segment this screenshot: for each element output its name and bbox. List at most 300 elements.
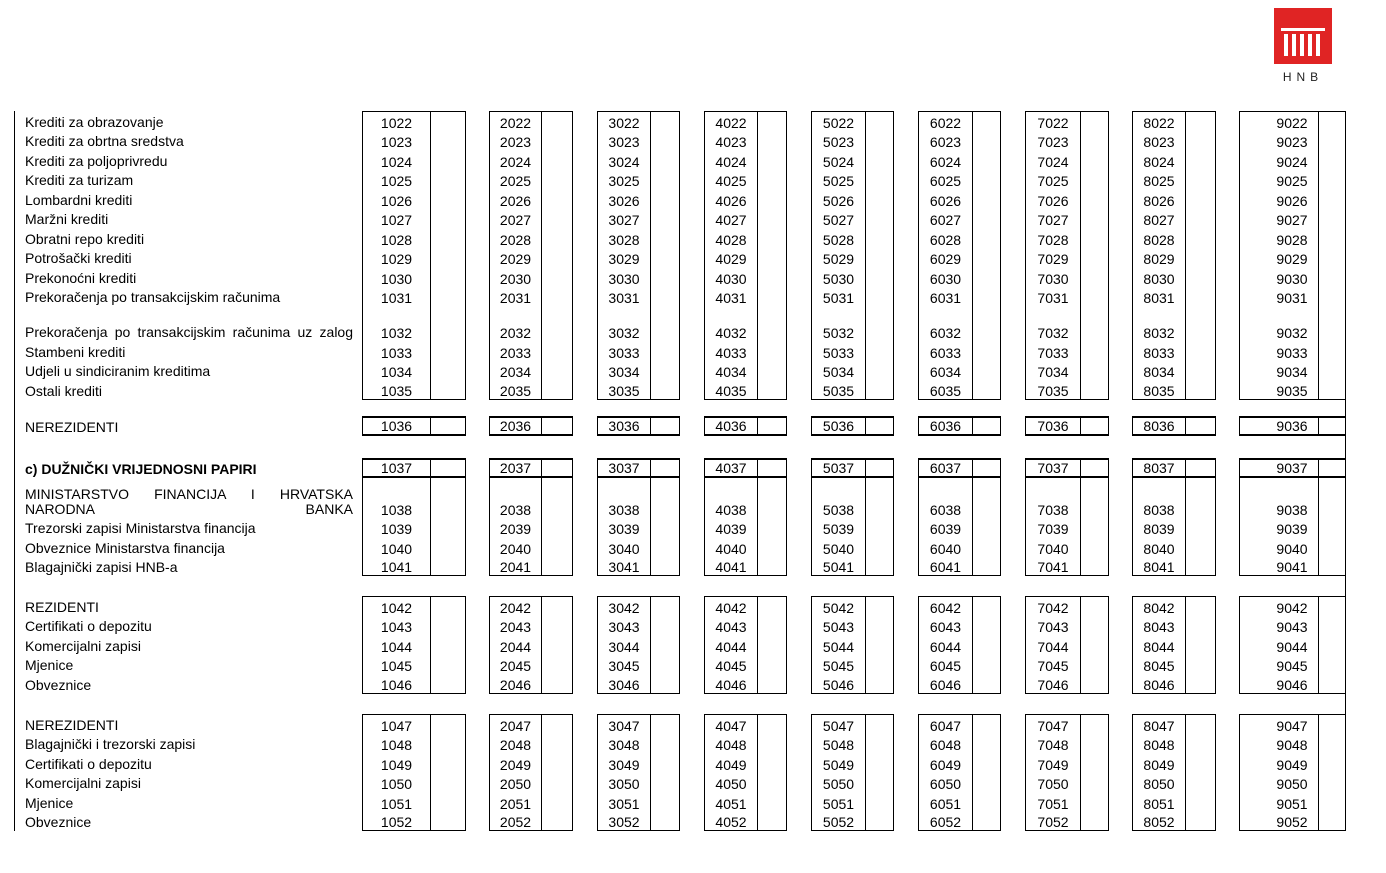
row-label: Lombardni krediti bbox=[25, 191, 133, 208]
code-cell bbox=[704, 209, 787, 229]
code-value: 8023 bbox=[1143, 134, 1175, 150]
code-cell bbox=[1025, 228, 1109, 248]
cell-divider bbox=[865, 248, 866, 268]
code-cell bbox=[811, 557, 894, 577]
cell-divider bbox=[972, 478, 973, 518]
code-value: 9049 bbox=[1276, 756, 1308, 773]
code-cell bbox=[489, 341, 573, 361]
table-row bbox=[0, 267, 1386, 287]
code-value: 4026 bbox=[715, 192, 747, 209]
code-value: 2040 bbox=[499, 540, 532, 557]
code-value: 3033 bbox=[608, 344, 640, 361]
cell-divider bbox=[1080, 170, 1081, 190]
cell-divider bbox=[757, 380, 758, 399]
code-value: 4033 bbox=[715, 344, 747, 361]
cell-divider bbox=[757, 478, 758, 518]
code-cell bbox=[1239, 596, 1346, 616]
code-cell bbox=[1025, 361, 1109, 381]
code-cell bbox=[1025, 596, 1109, 616]
code-value: 5029 bbox=[822, 251, 855, 267]
code-value: 4049 bbox=[715, 756, 747, 773]
row-label: Maržni krediti bbox=[25, 211, 109, 227]
code-cell bbox=[918, 228, 1001, 248]
cell-divider bbox=[430, 635, 431, 655]
code-cell bbox=[918, 416, 1001, 436]
code-value: 8031 bbox=[1143, 290, 1175, 306]
cell-divider bbox=[541, 131, 542, 151]
code-value: 8047 bbox=[1143, 717, 1175, 734]
cell-divider bbox=[865, 655, 866, 675]
code-cell bbox=[362, 228, 466, 248]
row-label: Obveznice bbox=[25, 676, 92, 693]
cell-divider bbox=[1185, 361, 1186, 381]
code-cell bbox=[918, 812, 1001, 832]
code-value: 8039 bbox=[1143, 521, 1175, 537]
code-value: 3034 bbox=[608, 364, 640, 380]
cell-divider bbox=[972, 635, 973, 655]
code-cell bbox=[1239, 150, 1346, 170]
code-cell bbox=[597, 306, 680, 341]
cell-divider bbox=[430, 460, 431, 476]
cell-divider bbox=[972, 209, 973, 229]
code-cell bbox=[704, 416, 787, 436]
table-row bbox=[0, 518, 1386, 538]
cell-divider bbox=[430, 734, 431, 754]
code-value: 6022 bbox=[929, 114, 962, 131]
code-cell bbox=[918, 655, 1001, 675]
code-value: 1049 bbox=[380, 756, 413, 773]
code-value: 5047 bbox=[822, 717, 855, 734]
code-cell bbox=[811, 753, 894, 773]
code-value: 6044 bbox=[929, 638, 962, 655]
code-value: 7038 bbox=[1037, 501, 1069, 518]
code-value: 6024 bbox=[929, 153, 962, 170]
cell-divider bbox=[1080, 655, 1081, 675]
code-cell bbox=[597, 170, 680, 190]
cell-divider bbox=[865, 478, 866, 518]
code-value: 8041 bbox=[1143, 559, 1175, 575]
code-cell bbox=[362, 792, 466, 812]
cell-divider bbox=[757, 773, 758, 793]
code-cell bbox=[918, 557, 1001, 577]
cell-divider bbox=[541, 734, 542, 754]
cell-divider bbox=[1080, 380, 1081, 399]
code-value: 1025 bbox=[380, 173, 413, 189]
code-cell bbox=[1132, 753, 1216, 773]
code-value: 5023 bbox=[822, 134, 855, 150]
code-value: 1042 bbox=[380, 599, 413, 616]
code-value: 7037 bbox=[1037, 459, 1069, 476]
code-value: 5030 bbox=[822, 270, 855, 287]
code-value: 6043 bbox=[929, 619, 962, 635]
row-label: Obveznice Ministarstva financija bbox=[25, 539, 225, 556]
cell-divider bbox=[430, 287, 431, 307]
code-value: 8036 bbox=[1143, 417, 1175, 434]
code-value: 1035 bbox=[380, 382, 413, 399]
table-row bbox=[0, 248, 1386, 268]
code-value: 2049 bbox=[499, 756, 532, 773]
cell-divider bbox=[1318, 597, 1319, 616]
cell-divider bbox=[650, 341, 651, 361]
code-value: 3028 bbox=[608, 231, 640, 248]
code-cell bbox=[811, 812, 894, 832]
cell-divider bbox=[430, 655, 431, 675]
cell-divider bbox=[865, 792, 866, 812]
code-cell bbox=[1025, 714, 1109, 734]
cell-divider bbox=[757, 518, 758, 538]
row-label: Blagajnički i trezorski zapisi bbox=[25, 736, 196, 752]
code-cell bbox=[811, 674, 894, 694]
code-value: 1033 bbox=[380, 344, 413, 361]
cell-divider bbox=[650, 597, 651, 616]
code-value: 7041 bbox=[1037, 559, 1069, 575]
code-cell bbox=[362, 287, 466, 307]
cell-divider bbox=[757, 734, 758, 754]
cell-divider bbox=[757, 597, 758, 616]
code-cell bbox=[1239, 248, 1346, 268]
cell-divider bbox=[865, 734, 866, 754]
code-cell bbox=[811, 150, 894, 170]
code-cell bbox=[704, 557, 787, 577]
code-cell bbox=[704, 111, 787, 131]
cell-divider bbox=[541, 267, 542, 287]
code-value: 4027 bbox=[715, 212, 747, 228]
code-value: 3046 bbox=[608, 676, 640, 693]
cell-divider bbox=[1080, 460, 1081, 476]
cell-divider bbox=[430, 773, 431, 793]
code-value: 7045 bbox=[1037, 658, 1069, 674]
code-cell bbox=[1132, 792, 1216, 812]
code-value: 1052 bbox=[380, 814, 413, 830]
code-cell bbox=[1239, 734, 1346, 754]
code-cell bbox=[489, 267, 573, 287]
code-value: 7026 bbox=[1037, 192, 1069, 209]
code-value: 4037 bbox=[715, 459, 747, 476]
table-row bbox=[0, 228, 1386, 248]
cell-divider bbox=[1185, 380, 1186, 399]
code-cell bbox=[597, 380, 680, 400]
code-cell bbox=[704, 734, 787, 754]
code-cell bbox=[704, 458, 787, 478]
cell-divider bbox=[1318, 341, 1319, 361]
cell-divider bbox=[1080, 674, 1081, 693]
row-label: Udjeli u sindiciranim kreditima bbox=[25, 363, 211, 379]
table-row bbox=[0, 674, 1386, 694]
code-value: 1051 bbox=[380, 795, 413, 812]
code-cell bbox=[1025, 518, 1109, 538]
code-cell bbox=[597, 792, 680, 812]
code-value: 6040 bbox=[929, 540, 962, 557]
code-value: 7049 bbox=[1037, 756, 1069, 773]
code-cell bbox=[362, 616, 466, 636]
cell-divider bbox=[1080, 478, 1081, 518]
code-value: 7044 bbox=[1037, 638, 1069, 655]
code-cell bbox=[811, 616, 894, 636]
table-row bbox=[0, 306, 1386, 341]
code-value: 8037 bbox=[1143, 459, 1175, 476]
code-value: 2042 bbox=[499, 599, 532, 616]
cell-divider bbox=[650, 361, 651, 381]
code-value: 3023 bbox=[608, 134, 640, 150]
code-value: 8049 bbox=[1143, 756, 1175, 773]
cell-divider bbox=[1185, 674, 1186, 693]
code-value: 8033 bbox=[1143, 344, 1175, 361]
code-value: 8052 bbox=[1143, 814, 1175, 830]
code-cell bbox=[918, 674, 1001, 694]
cell-divider bbox=[1185, 792, 1186, 812]
cell-divider bbox=[1318, 267, 1319, 287]
cell-divider bbox=[972, 228, 973, 248]
code-value: 3043 bbox=[608, 619, 640, 635]
code-cell bbox=[1132, 287, 1216, 307]
code-cell bbox=[1132, 341, 1216, 361]
code-value: 3042 bbox=[608, 599, 640, 616]
cell-divider bbox=[865, 341, 866, 361]
code-cell bbox=[1132, 537, 1216, 557]
cell-divider bbox=[865, 267, 866, 287]
code-value: 2041 bbox=[499, 559, 532, 575]
code-value: 8025 bbox=[1143, 173, 1175, 189]
code-value: 1047 bbox=[380, 717, 413, 734]
cell-divider bbox=[650, 170, 651, 190]
row-label: Prekoračenja po transakcijskim računima bbox=[25, 289, 281, 305]
cell-divider bbox=[650, 150, 651, 170]
cell-divider bbox=[757, 674, 758, 693]
code-value: 2047 bbox=[499, 717, 532, 734]
cell-divider bbox=[972, 753, 973, 773]
code-value: 8030 bbox=[1143, 270, 1175, 287]
code-value: 2036 bbox=[499, 417, 532, 434]
code-cell bbox=[1132, 596, 1216, 616]
cell-divider bbox=[865, 597, 866, 616]
code-value: 6052 bbox=[929, 814, 962, 830]
code-value: 9027 bbox=[1276, 212, 1308, 228]
code-cell bbox=[918, 209, 1001, 229]
code-value: 5050 bbox=[822, 776, 855, 792]
code-cell bbox=[362, 458, 466, 478]
cell-divider bbox=[972, 792, 973, 812]
code-value: 6039 bbox=[929, 521, 962, 537]
cell-divider bbox=[650, 812, 651, 831]
cell-divider bbox=[865, 537, 866, 557]
cell-divider bbox=[972, 112, 973, 131]
code-cell bbox=[489, 287, 573, 307]
cell-divider bbox=[757, 248, 758, 268]
code-cell bbox=[362, 267, 466, 287]
cell-divider bbox=[972, 418, 973, 434]
cell-divider bbox=[1318, 361, 1319, 381]
cell-divider bbox=[541, 478, 542, 518]
cell-divider bbox=[430, 674, 431, 693]
row-label: NEREZIDENTI bbox=[25, 716, 119, 733]
cell-divider bbox=[650, 418, 651, 434]
code-cell bbox=[1239, 773, 1346, 793]
code-value: 6037 bbox=[929, 459, 962, 476]
cell-divider bbox=[430, 380, 431, 399]
code-value: 5037 bbox=[822, 459, 855, 476]
cell-divider bbox=[541, 150, 542, 170]
code-value: 6034 bbox=[929, 364, 962, 380]
code-cell bbox=[489, 170, 573, 190]
cell-divider bbox=[1080, 635, 1081, 655]
cell-divider bbox=[972, 170, 973, 190]
code-cell bbox=[1132, 248, 1216, 268]
code-value: 3040 bbox=[608, 540, 640, 557]
cell-divider bbox=[757, 537, 758, 557]
cell-divider bbox=[430, 341, 431, 361]
code-cell bbox=[597, 478, 680, 518]
cell-divider bbox=[541, 616, 542, 636]
cell-divider bbox=[650, 248, 651, 268]
cell-divider bbox=[1185, 478, 1186, 518]
code-cell bbox=[918, 753, 1001, 773]
code-cell bbox=[811, 734, 894, 754]
code-cell bbox=[918, 361, 1001, 381]
code-cell bbox=[918, 341, 1001, 361]
cell-divider bbox=[541, 753, 542, 773]
code-value: 8042 bbox=[1143, 599, 1175, 616]
cell-divider bbox=[1080, 734, 1081, 754]
code-value: 9044 bbox=[1276, 638, 1308, 655]
code-value: 6030 bbox=[929, 270, 962, 287]
code-cell bbox=[1025, 150, 1109, 170]
row-label: Krediti za turizam bbox=[25, 172, 134, 188]
cell-divider bbox=[1080, 773, 1081, 793]
code-value: 6032 bbox=[929, 325, 962, 341]
cell-divider bbox=[541, 189, 542, 209]
code-cell bbox=[489, 773, 573, 793]
code-value: 4039 bbox=[715, 521, 747, 537]
code-cell bbox=[362, 209, 466, 229]
code-cell bbox=[704, 674, 787, 694]
code-cell bbox=[1132, 209, 1216, 229]
code-value: 8024 bbox=[1143, 153, 1175, 170]
code-value: 9025 bbox=[1276, 173, 1308, 189]
cell-divider bbox=[541, 306, 542, 341]
code-value: 8048 bbox=[1143, 737, 1175, 753]
cell-divider bbox=[1318, 248, 1319, 268]
code-cell bbox=[1025, 170, 1109, 190]
code-cell bbox=[1025, 537, 1109, 557]
cell-divider bbox=[650, 674, 651, 693]
code-cell bbox=[1132, 458, 1216, 478]
code-cell bbox=[1239, 518, 1346, 538]
cell-divider bbox=[972, 287, 973, 307]
code-cell bbox=[362, 674, 466, 694]
cell-divider bbox=[650, 773, 651, 793]
cell-divider bbox=[541, 597, 542, 616]
cell-divider bbox=[1318, 537, 1319, 557]
cell-divider bbox=[865, 460, 866, 476]
row-label: Komercijalni zapisi bbox=[25, 637, 141, 654]
cell-divider bbox=[865, 306, 866, 341]
cell-divider bbox=[1318, 734, 1319, 754]
code-value: 8051 bbox=[1143, 795, 1175, 812]
code-cell bbox=[1025, 267, 1109, 287]
code-cell bbox=[1132, 518, 1216, 538]
code-cell bbox=[362, 714, 466, 734]
code-value: 9040 bbox=[1276, 540, 1308, 557]
code-value: 6038 bbox=[929, 501, 962, 518]
cell-divider bbox=[757, 306, 758, 341]
code-value: 3051 bbox=[608, 795, 640, 812]
cell-divider bbox=[1080, 518, 1081, 538]
code-value: 5027 bbox=[822, 212, 855, 228]
code-cell bbox=[918, 773, 1001, 793]
code-value: 6027 bbox=[929, 212, 962, 228]
code-cell bbox=[489, 189, 573, 209]
code-value: 4034 bbox=[715, 364, 747, 380]
code-cell bbox=[489, 306, 573, 341]
code-cell bbox=[704, 189, 787, 209]
cell-divider bbox=[757, 170, 758, 190]
code-cell bbox=[1025, 416, 1109, 436]
code-cell bbox=[811, 189, 894, 209]
code-cell bbox=[1025, 287, 1109, 307]
cell-divider bbox=[430, 518, 431, 538]
code-cell bbox=[918, 248, 1001, 268]
table-row bbox=[0, 596, 1386, 616]
cell-divider bbox=[1185, 150, 1186, 170]
code-value: 8050 bbox=[1143, 776, 1175, 792]
code-cell bbox=[1132, 635, 1216, 655]
cell-divider bbox=[541, 635, 542, 655]
cell-divider bbox=[430, 792, 431, 812]
cell-divider bbox=[430, 361, 431, 381]
code-value: 4024 bbox=[715, 153, 747, 170]
table-row bbox=[0, 812, 1386, 832]
code-value: 1022 bbox=[380, 114, 413, 131]
code-value: 9026 bbox=[1276, 192, 1308, 209]
code-value: 6045 bbox=[929, 658, 962, 674]
cell-divider bbox=[1080, 753, 1081, 773]
code-value: 9023 bbox=[1276, 134, 1308, 150]
code-cell bbox=[811, 380, 894, 400]
cell-divider bbox=[865, 189, 866, 209]
cell-divider bbox=[1318, 557, 1319, 576]
code-value: 7029 bbox=[1037, 251, 1069, 267]
code-cell bbox=[811, 714, 894, 734]
code-cell bbox=[489, 753, 573, 773]
table-row bbox=[0, 616, 1386, 636]
row-label: Certifikati o depozitu bbox=[25, 618, 152, 634]
code-value: 6041 bbox=[929, 559, 962, 575]
code-cell bbox=[1132, 655, 1216, 675]
code-value: 6033 bbox=[929, 344, 962, 361]
code-cell bbox=[1132, 228, 1216, 248]
cell-divider bbox=[650, 189, 651, 209]
cell-divider bbox=[865, 773, 866, 793]
cell-divider bbox=[865, 812, 866, 831]
code-cell bbox=[811, 287, 894, 307]
code-cell bbox=[1025, 674, 1109, 694]
row-label: Krediti za obrazovanje bbox=[25, 113, 164, 130]
cell-divider bbox=[865, 287, 866, 307]
code-value: 3048 bbox=[608, 737, 640, 753]
left-rule bbox=[14, 111, 15, 831]
cell-divider bbox=[541, 460, 542, 476]
code-value: 8029 bbox=[1143, 251, 1175, 267]
code-cell bbox=[1239, 537, 1346, 557]
cell-divider bbox=[1185, 248, 1186, 268]
code-cell bbox=[704, 655, 787, 675]
code-value: 5040 bbox=[822, 540, 855, 557]
cell-divider bbox=[972, 715, 973, 734]
cell-divider bbox=[1080, 715, 1081, 734]
code-cell bbox=[1239, 674, 1346, 694]
code-value: 3035 bbox=[608, 382, 640, 399]
cell-divider bbox=[972, 306, 973, 341]
